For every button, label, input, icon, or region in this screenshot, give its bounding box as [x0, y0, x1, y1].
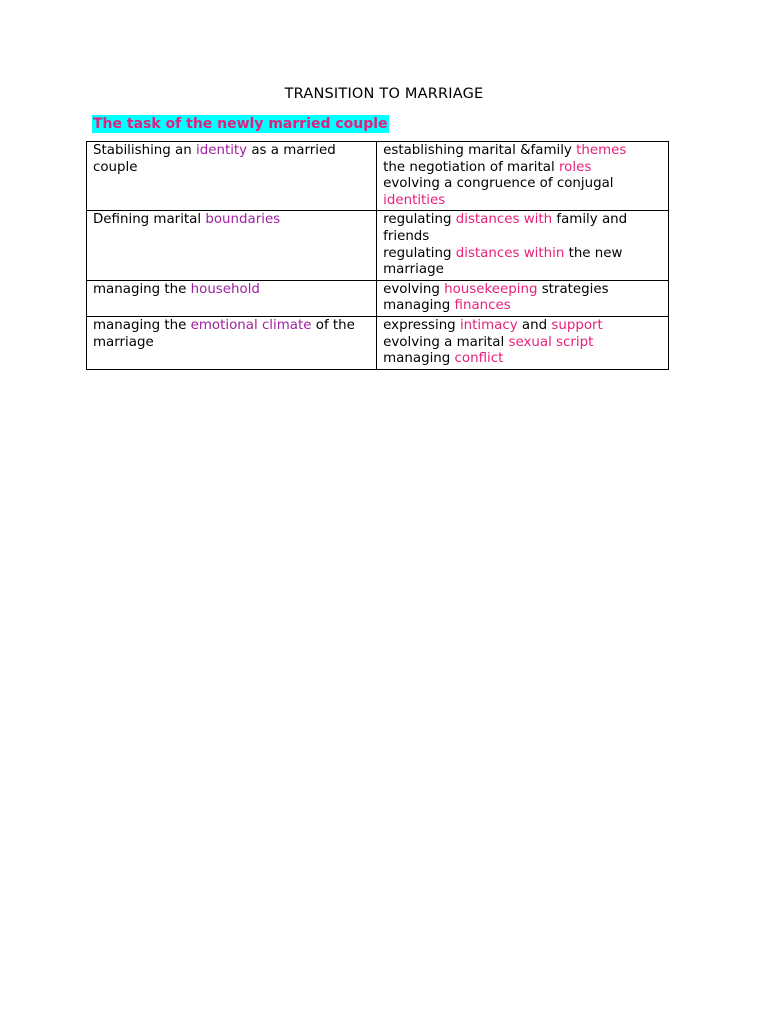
strategy-keyword: roles — [558, 159, 592, 175]
task-text: Defining marital — [93, 212, 206, 228]
table-row — [87, 280, 669, 316]
strategy-text: establishing marital &family — [383, 143, 577, 158]
strategies-cell — [377, 211, 669, 280]
strategy-text: expressing — [383, 317, 460, 333]
strategy-text: managing — [383, 351, 455, 367]
strategy-line — [383, 143, 662, 160]
task-text: as a married couple — [93, 143, 336, 175]
strategy-keyword: finances — [454, 298, 511, 314]
highlighted-subtitle: The task of the newly married couple — [93, 116, 388, 132]
task-cell — [87, 211, 377, 280]
strategy-keyword: distances with — [455, 212, 553, 228]
strategy-keyword: support — [551, 317, 603, 333]
strategy-text: evolving — [383, 281, 445, 297]
strategy-line — [383, 160, 662, 177]
task-cell — [87, 316, 377, 369]
strategy-keyword: themes — [576, 143, 627, 158]
strategy-keyword: sexual script — [508, 334, 594, 350]
strategy-keyword: housekeeping — [444, 281, 538, 297]
strategy-text: family and friends — [383, 212, 628, 244]
strategies-cell — [377, 280, 669, 316]
task-keyword: household — [190, 281, 260, 297]
page-title: TRANSITION TO MARRIAGE — [284, 86, 484, 102]
table-row — [87, 211, 669, 280]
task-keyword: emotional climate — [190, 317, 312, 333]
subtitle-container — [92, 113, 389, 133]
strategy-text: the new marriage — [383, 245, 623, 278]
task-text: managing the — [93, 317, 191, 333]
task-text: Stabilishing an — [93, 143, 196, 158]
task-text: of the marriage — [93, 317, 355, 350]
task-cell — [87, 280, 377, 316]
strategy-keyword: identities — [383, 192, 446, 208]
strategies-cell — [377, 316, 669, 369]
table-row — [87, 142, 669, 211]
strategy-text: and — [517, 317, 552, 333]
task-cell — [87, 142, 377, 211]
table-row — [87, 316, 669, 369]
strategy-line — [383, 318, 662, 335]
strategies-cell — [377, 142, 669, 211]
strategy-text: managing — [383, 298, 455, 314]
strategy-text: regulating — [383, 212, 456, 228]
strategy-text: the negotiation of marital — [383, 159, 559, 175]
task-keyword: identity — [196, 143, 248, 158]
strategy-line — [383, 298, 662, 315]
strategy-text: evolving a congruence of conjugal — [383, 176, 614, 192]
task-keyword: boundaries — [205, 212, 281, 228]
strategy-line — [383, 351, 662, 368]
tasks-table — [86, 141, 669, 370]
strategy-keyword: conflict — [454, 351, 504, 367]
strategy-keyword: intimacy — [459, 317, 518, 333]
task-text: managing the — [93, 281, 191, 297]
strategy-line — [383, 335, 662, 352]
strategy-keyword: distances within — [455, 245, 565, 261]
strategy-text: evolving a marital — [383, 334, 509, 350]
strategy-line — [383, 176, 662, 209]
strategy-text: regulating — [383, 245, 456, 261]
strategy-text: strategies — [537, 281, 609, 297]
strategy-line — [383, 282, 662, 299]
